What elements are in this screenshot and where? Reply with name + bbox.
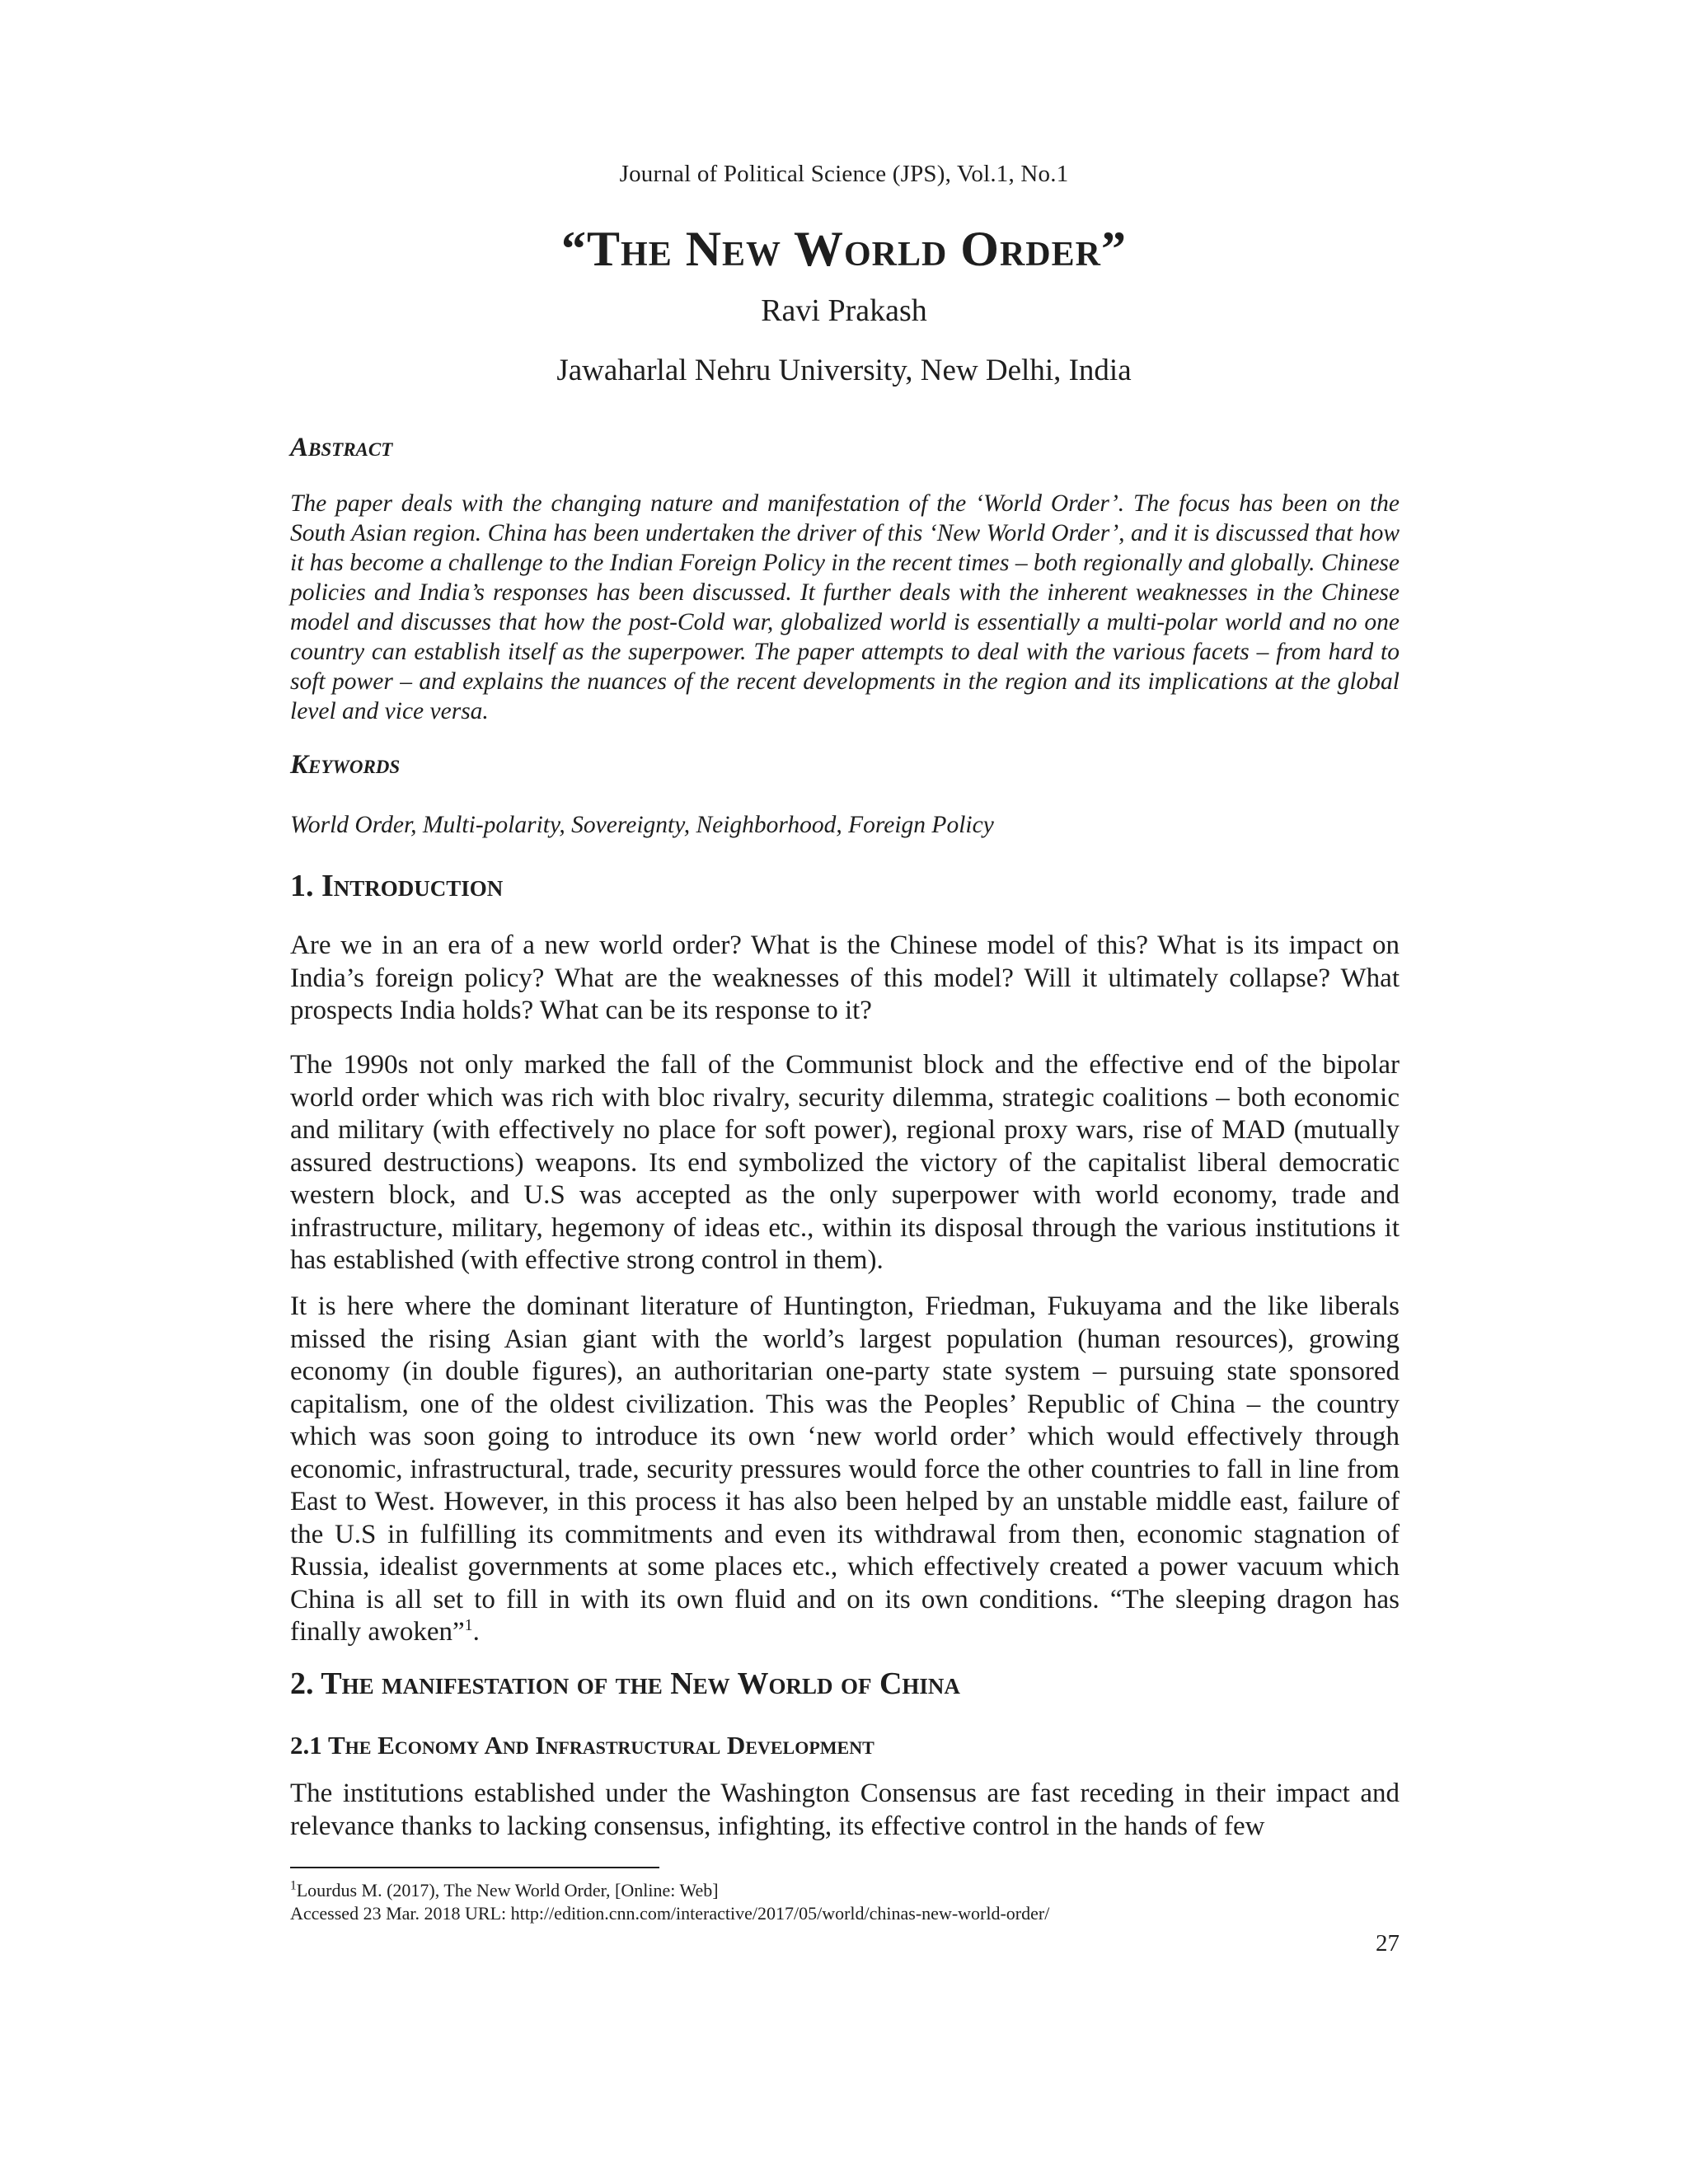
section-2-paragraph-1: The institutions established under the Washington Consensus are fast receding in their impact and relevance thanks to lacking consensus, infighting, its effective control in the hands of few: [290, 1779, 1400, 1841]
intro-paragraph-2: The 1990s not only marked the fall of the Communist block and the effective end of the bipolar world order which was rich with bloc rivalry, security dilemma, strategic coalitions – both economic and military (with effectively no place for soft power), regional proxy wars, rise of MAD (mutually assured destructions) weapons. Its end symbolized the victory of the capitalist liberal democratic western block, and U.S was accepted as the only superpower with world economy, trade and infrastructure, military, hegemony of ideas etc., within its disposal through the various institutions it has established (with effective strong control in them).: [290, 1050, 1400, 1275]
keywords-text: World Order, Multi-polarity, Sovereignty, Neighborhood, Foreign Policy: [290, 812, 994, 838]
section-2-heading: 2. The manifestation of the New World of China: [290, 1666, 960, 1701]
footnote-citation: Lourdus M. (2017), The New World Order, [Online: Web]: [296, 1880, 719, 1900]
footnote-divider: [290, 1867, 659, 1868]
subsection-2-1-heading: 2.1 The Economy And Infrastructural Development: [290, 1731, 874, 1760]
introduction-heading: 1. Introduction: [290, 869, 504, 903]
intro-paragraph-3-end: .: [472, 1617, 480, 1647]
footnote: [290, 1879, 1400, 1925]
keywords-heading: Keywords: [290, 750, 401, 780]
intro-paragraph-1: Are we in an era of a new world order? What is the Chinese model of this? What is its impact on India’s foreign policy? What are the weaknesses of this model? Will it ultimately collapse? What prospects India holds? What can be its response to it?: [290, 930, 1400, 1025]
page-number: 27: [1376, 1930, 1400, 1957]
author-affiliation: Jawaharlal Nehru University, New Delhi, India: [556, 354, 1132, 387]
footnote-line-2[interactable]: Accessed 23 Mar. 2018 URL: http://edition.cnn.com/interactive/2017/05/world/chinas-new-world-order/: [290, 1903, 1050, 1924]
author-name: Ravi Prakash: [761, 293, 927, 328]
footnote-line-1: [290, 1879, 1400, 1902]
intro-paragraph-3-text: It is here where the dominant literature of Huntington, Friedman, Fukuyama and the like liberals missed the rising Asian giant with the world’s largest population (human resources), growing economy (in double figures), an authoritarian one-party state system – pursuing state sponsored capitalism, one of the oldest civilization. This was the Peoples’ Republic of China – the country which was soon going to introduce its own ‘new world order’ which would effectively through economic, infrastructural, trade, security pressures would force the other countries to fall in line from East to West. However, in this process it has also been helped by an unstable middle east, failure of the U.S in fulfilling its commitments and even its withdrawal from then, economic stagnation of Russia, idealist governments at some places etc., which effectively created a power vacuum which China is all set to fill in with its own fluid and on its own conditions. “The sleeping dragon has finally awoken”: [290, 1291, 1400, 1647]
footnote-reference[interactable]: 1: [464, 1616, 473, 1634]
paper-title: “The New World Order”: [561, 222, 1127, 276]
abstract-text: The paper deals with the changing nature and manifestation of the ‘World Order’. The focus has been on the South Asian region. China has been undertaken the driver of this ‘New World Order’, and it is discussed that how it has become a challenge to the Indian Foreign Policy in the recent times – both regionally and globally. Chinese policies and India’s responses has been discussed. It further deals with the inherent weaknesses in the Chinese model and discusses that how the post-Cold war, globalized world is essentially a multi-polar world and no one country can establish itself as the superpower. The paper attempts to deal with the various facets – from hard to soft power – and explains the nuances of the recent developments in the region and its implications at the global level and vice versa.: [290, 490, 1400, 724]
abstract-heading: Abstract: [290, 433, 393, 462]
intro-paragraph-3: [290, 1291, 1400, 1649]
footnote-marker: 1: [290, 1878, 297, 1893]
journal-header: Journal of Political Science (JPS), Vol.1, No.1: [619, 161, 1069, 187]
